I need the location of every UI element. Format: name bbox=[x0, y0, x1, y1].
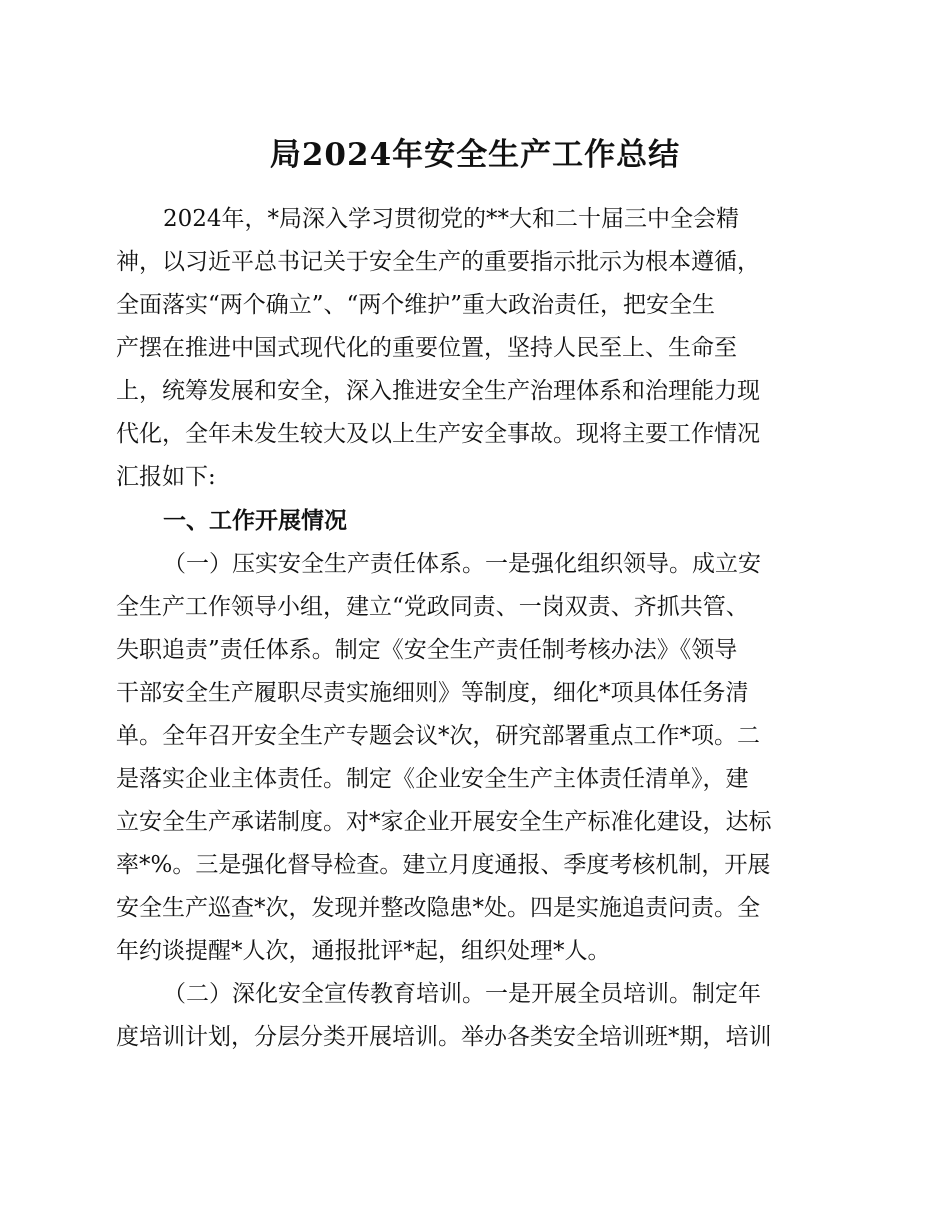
paragraph-line: 是落实企业主体责任。制定《企业安全生产主体责任清单》，建 bbox=[116, 766, 749, 792]
paragraph-line: 2024年，*局深入学习贯彻党的**大和二十届三中全会精 bbox=[163, 206, 740, 232]
paragraph-line: 率*%。三是强化督导检查。建立月度通报、季度考核机制，开展 bbox=[116, 852, 771, 878]
paragraph-line: 年约谈提醒*人次，通报批评*起，组织处理*人。 bbox=[116, 938, 611, 964]
paragraph-line: 汇报如下: bbox=[116, 464, 216, 490]
paragraph-line: 单。全年召开安全生产专题会议*次，研究部署重点工作*项。二 bbox=[116, 723, 760, 749]
paragraph-line: 度培训计划，分层分类开展培训。举办各类安全培训班*期，培训 bbox=[116, 1024, 772, 1050]
paragraph-line: （二）深化安全宣传教育培训。一是开展全员培训。制定年 bbox=[163, 981, 761, 1007]
paragraph-line: 立安全生产承诺制度。对*家企业开展安全生产标准化建设，达标 bbox=[116, 809, 772, 835]
paragraph-line: 全面落实“两个确立”、“两个维护”重大政治责任，把安全生 bbox=[116, 292, 716, 318]
paragraph-line: 产摆在推进中国式现代化的重要位置，坚持人民至上、生命至 bbox=[116, 335, 737, 361]
paragraph-line: 代化，全年未发生较大及以上生产安全事故。现将主要工作情况 bbox=[116, 421, 760, 447]
paragraph-line: 安全生产巡查*次，发现并整改隐患*处。四是实施追责问责。全 bbox=[116, 895, 760, 921]
paragraph-line: 神，以习近平总书记关于安全生产的重要指示批示为根本遵循， bbox=[116, 249, 760, 275]
paragraph-line: （一）压实安全生产责任体系。一是强化组织领导。成立安 bbox=[163, 551, 761, 577]
paragraph-line: 全生产工作领导小组，建立“党政同责、一岗双责、齐抓共管、 bbox=[116, 594, 749, 620]
paragraph-line: 干部安全生产履职尽责实施细则》等制度，细化*项具体任务清 bbox=[116, 680, 749, 706]
paragraph-line: 失职追责”责任体系。制定《安全生产责任制考核办法》《领导 bbox=[116, 637, 738, 663]
paragraph-line: 上，统筹发展和安全，深入推进安全生产治理体系和治理能力现 bbox=[116, 378, 760, 404]
document-title: 局2024年安全生产工作总结 bbox=[269, 137, 681, 173]
section-heading: 一、工作开展情况 bbox=[163, 508, 347, 534]
